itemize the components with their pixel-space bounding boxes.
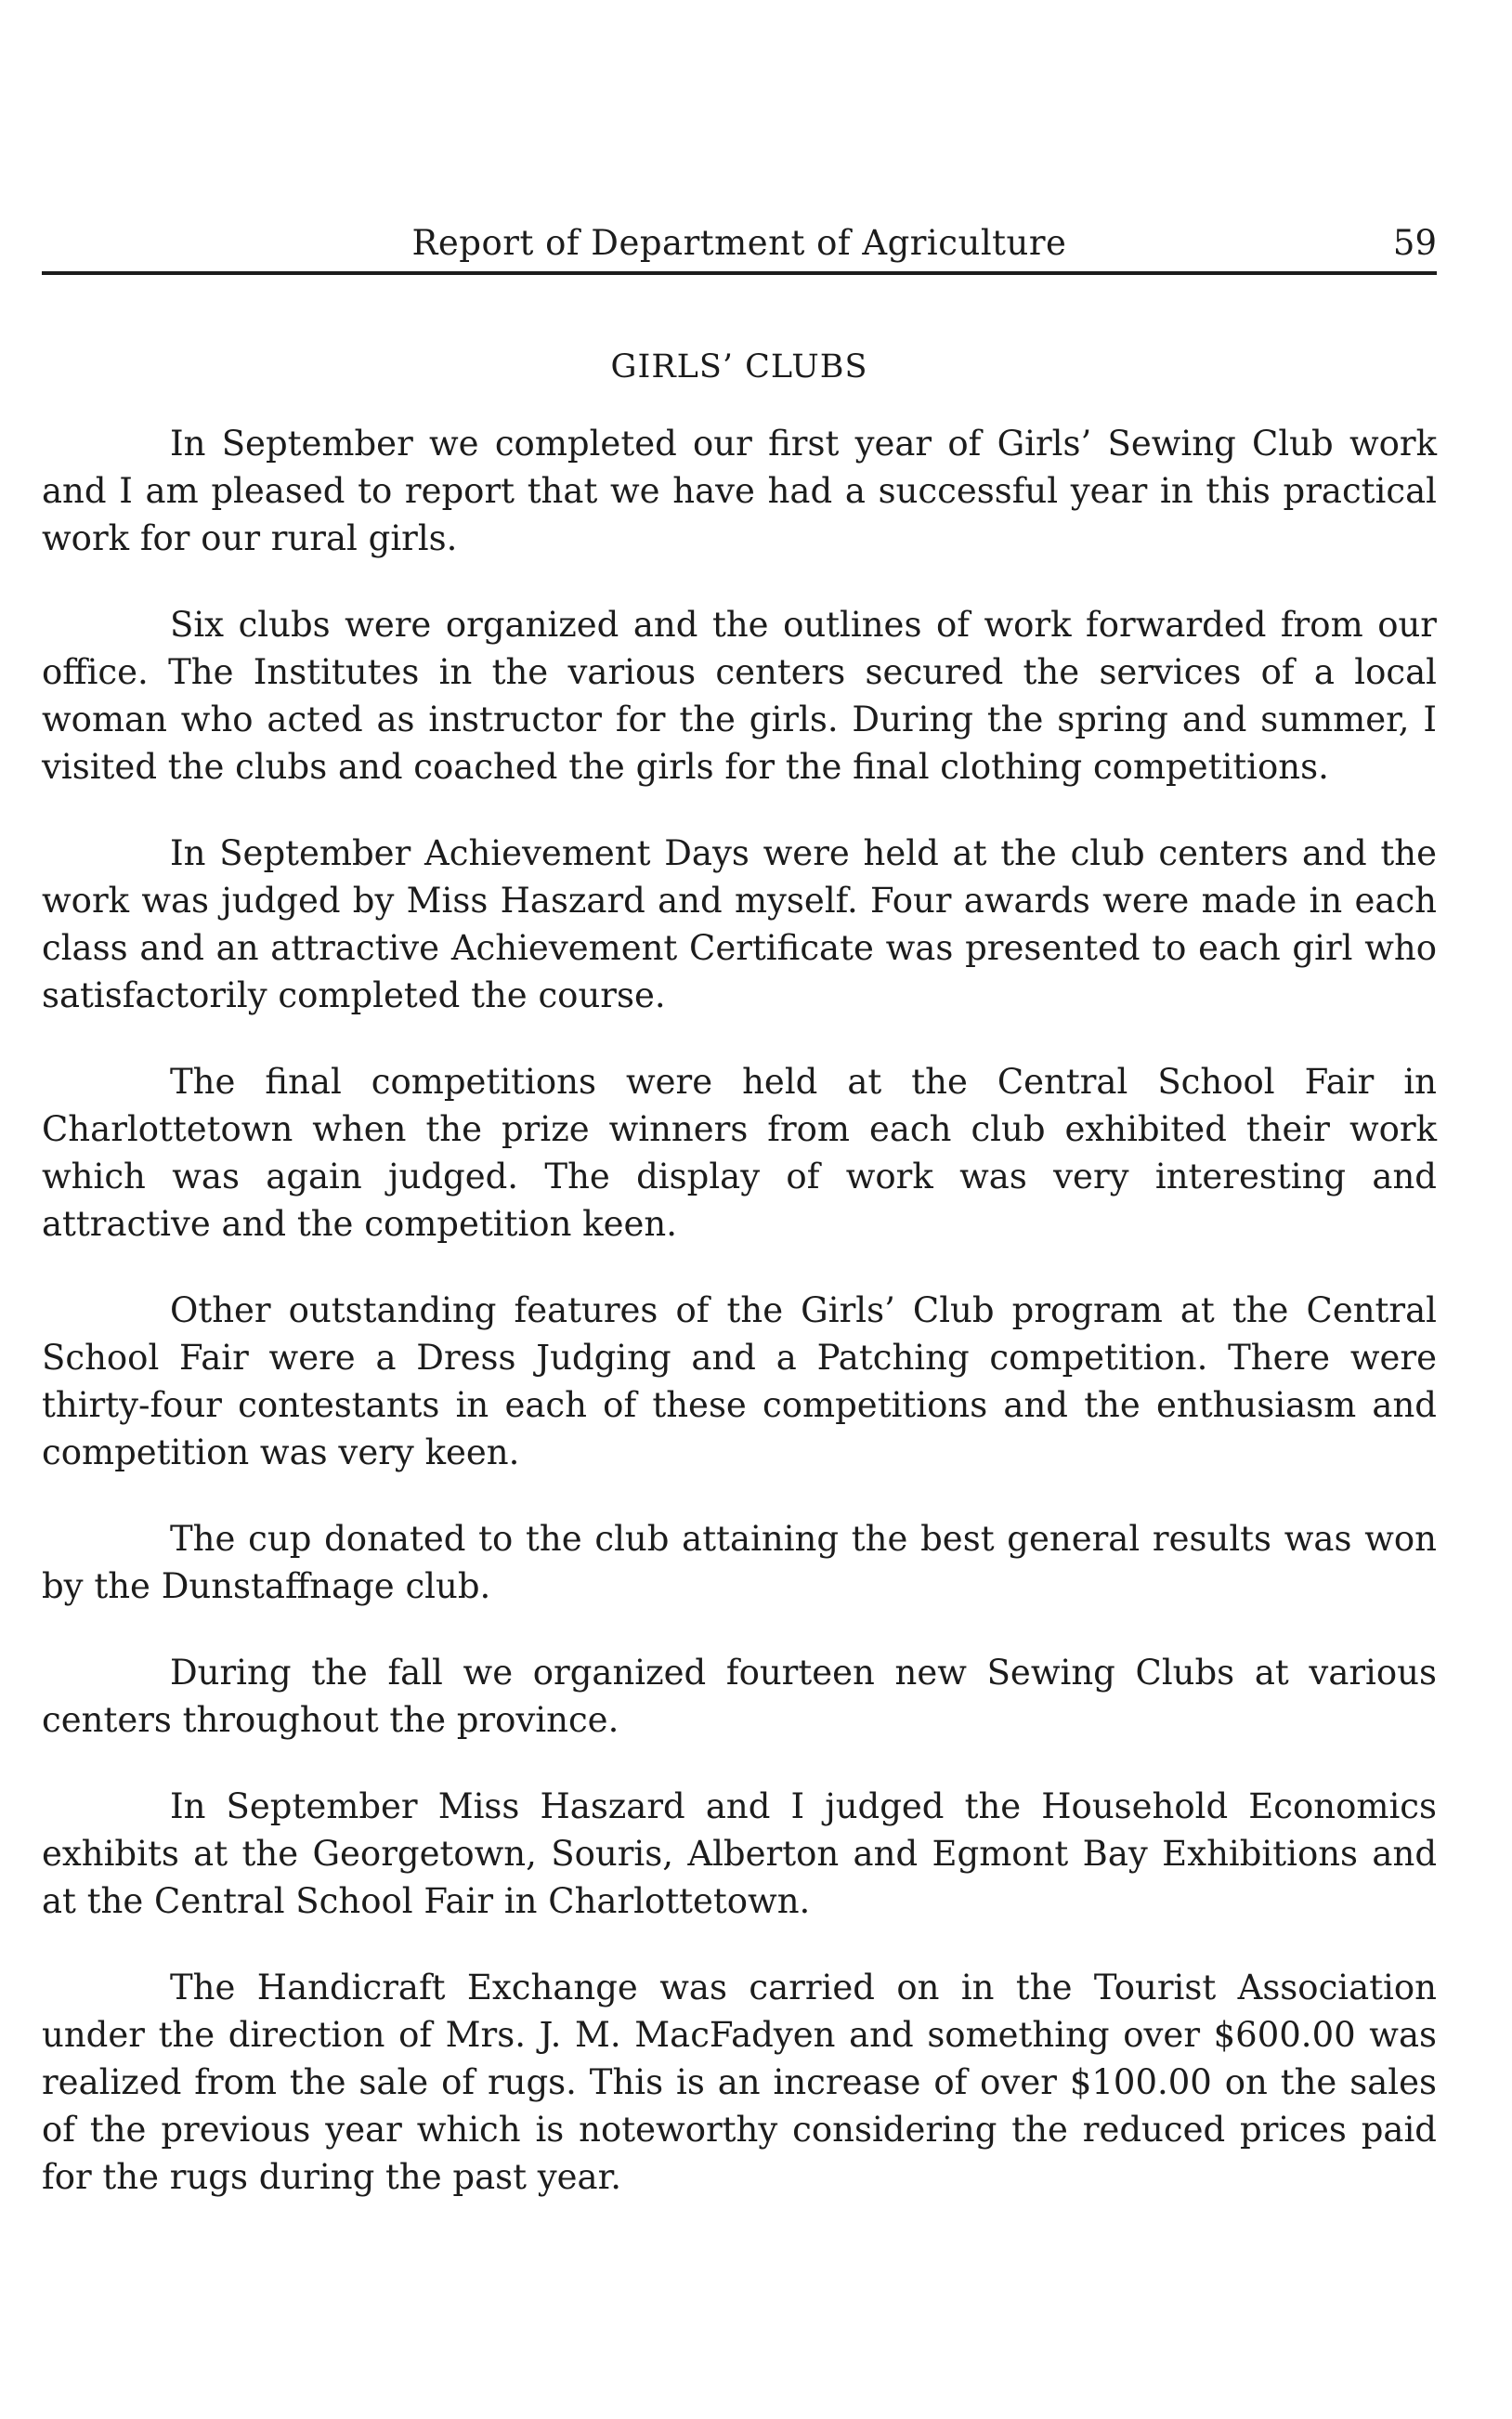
paragraph-achievement-days: In September Achievement Days were held at the club centers and the work was judged by Miss Haszard and myself. Four awards were made in each class and an attractive Achievement Certificate was presented to each girl who satisfactorily completed the course. xyxy=(42,833,1437,1015)
document-page xyxy=(42,0,1437,2419)
paragraph-new-clubs: During the fall we organized fourteen new Sewing Clubs at various centers throughout the province. xyxy=(42,1653,1437,1740)
paragraph-final-competitions: The final competitions were held at the Central School Fair in Charlottetown when the prize winners from each club exhibited their work which was again judged. The display of work was very interesting and attractive and the competition keen. xyxy=(42,1062,1437,1244)
paragraph-clubs-organized: Six clubs were organized and the outlines of work forwarded from our office. The Institutes in the various centers secured the services of a local woman who acted as instructor for the girls. During the spring and summer, I visited the clubs and coached the girls for the final clothing competitions. xyxy=(42,605,1437,787)
paragraph-first-year: In September we completed our first year of Girls’ Sewing Club work and I am pleased to report that we have had a successful year in this practical work for our rural girls. xyxy=(42,424,1437,558)
page-number: 59 xyxy=(1392,223,1437,263)
running-header xyxy=(42,216,1437,271)
section-title: GIRLS’ CLUBS xyxy=(610,348,868,386)
body-text xyxy=(42,420,1437,2240)
paragraph-cup: The cup donated to the club attaining the best general results was won by the Dunstaffnage club. xyxy=(42,1519,1437,1606)
running-title: Report of Department of Agriculture xyxy=(411,223,1067,263)
paragraph-dress-judging: Other outstanding features of the Girls’ Club program at the Central School Fair were a Dress Judging and a Patching competition. There were thirty-four contestants in each of these competitions and the enthusiasm and competition was very keen. xyxy=(42,1290,1437,1472)
paragraph-household-economics: In September Miss Haszard and I judged the Household Economics exhibits at the Georgetown, Souris, Alberton and Egmont Bay Exhibitions and at the Central School Fair in Charlottetown. xyxy=(42,1786,1437,1921)
header-rule xyxy=(42,271,1437,275)
paragraph-handicraft-exchange: The Handicraft Exchange was carried on in the Tourist Association under the direction of Mrs. J. M. MacFadyen and something over $600.00 was realized from the sale of rugs. This is an increase of over $100.00 on the sales of the previous year which is noteworthy considering the reduced prices paid for the rugs during the past year. xyxy=(42,1968,1437,2197)
